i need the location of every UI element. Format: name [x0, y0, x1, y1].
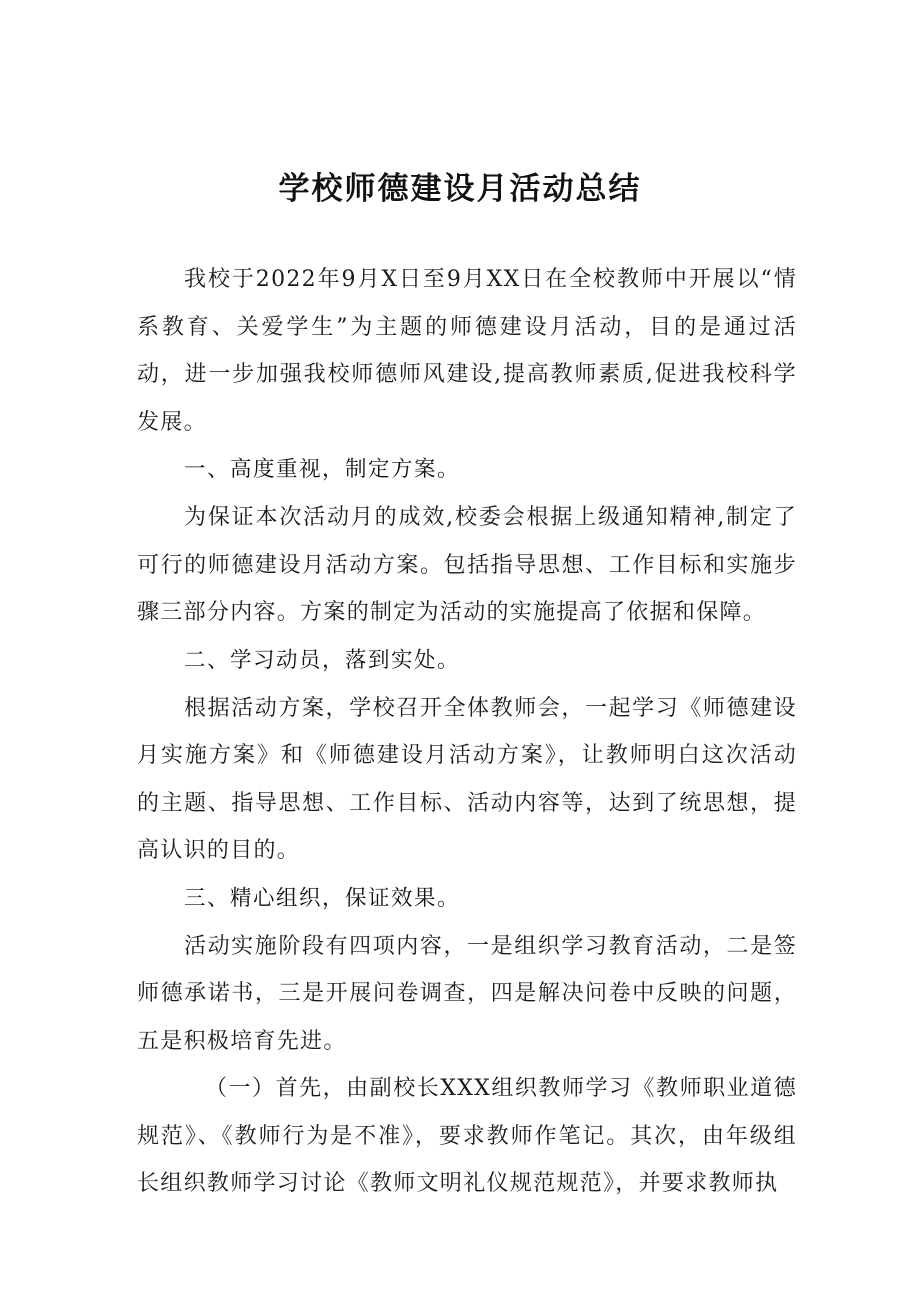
section-1-heading: 一、高度重视，制定方案。 [184, 457, 461, 482]
section-3-paragraph: 活动实施阶段有四项内容，一是组织学习教育活动，二是签师德承诺书，三是开展问卷调查，四是解决问卷中反映的问题，五是积极培育先进。 [137, 933, 797, 1054]
section-2-paragraph: 根据活动方案，学校召开全体教师会，一起学习《师德建设月实施方案》和《师德建设月活动方案》，让教师明白这次活动的主题、指导思想、工作目标、活动内容等，达到了统思想，提高认识的目的。 [137, 695, 797, 863]
document-title: 学校师德建设月活动总结 [278, 171, 642, 207]
document-body [137, 256, 797, 1208]
section-3-heading: 三、精心组织，保证效果。 [184, 885, 461, 911]
section-2-heading: 二、学习动员，落到实处。 [184, 647, 461, 673]
section-3-sub-paragraph: （一）首先，由副校长XXX组织教师学习《教师职业道德规范》、《教师行为是不准》，要求教师作笔记。其次，由年级组长组织教师学习讨论《教师文明礼仪规范规范》，并要求教师执 [137, 1076, 797, 1196]
section-1-paragraph: 为保证本次活动月的成效,校委会根据上级通知精神,制定了可行的师德建设月活动方案。包括指导思想、工作目标和实施步骤三部分内容。方案的制定为活动的实施提高了依据和保障。 [137, 505, 797, 625]
intro-paragraph: 我校于2022年9月X日至9月XX日在全校教师中开展以“情系教育、关爱学生”为主题的师德建设月活动，目的是通过活动，进一步加强我校师德师风建设,提高教师素质,促进我校科学发展。 [137, 267, 797, 435]
